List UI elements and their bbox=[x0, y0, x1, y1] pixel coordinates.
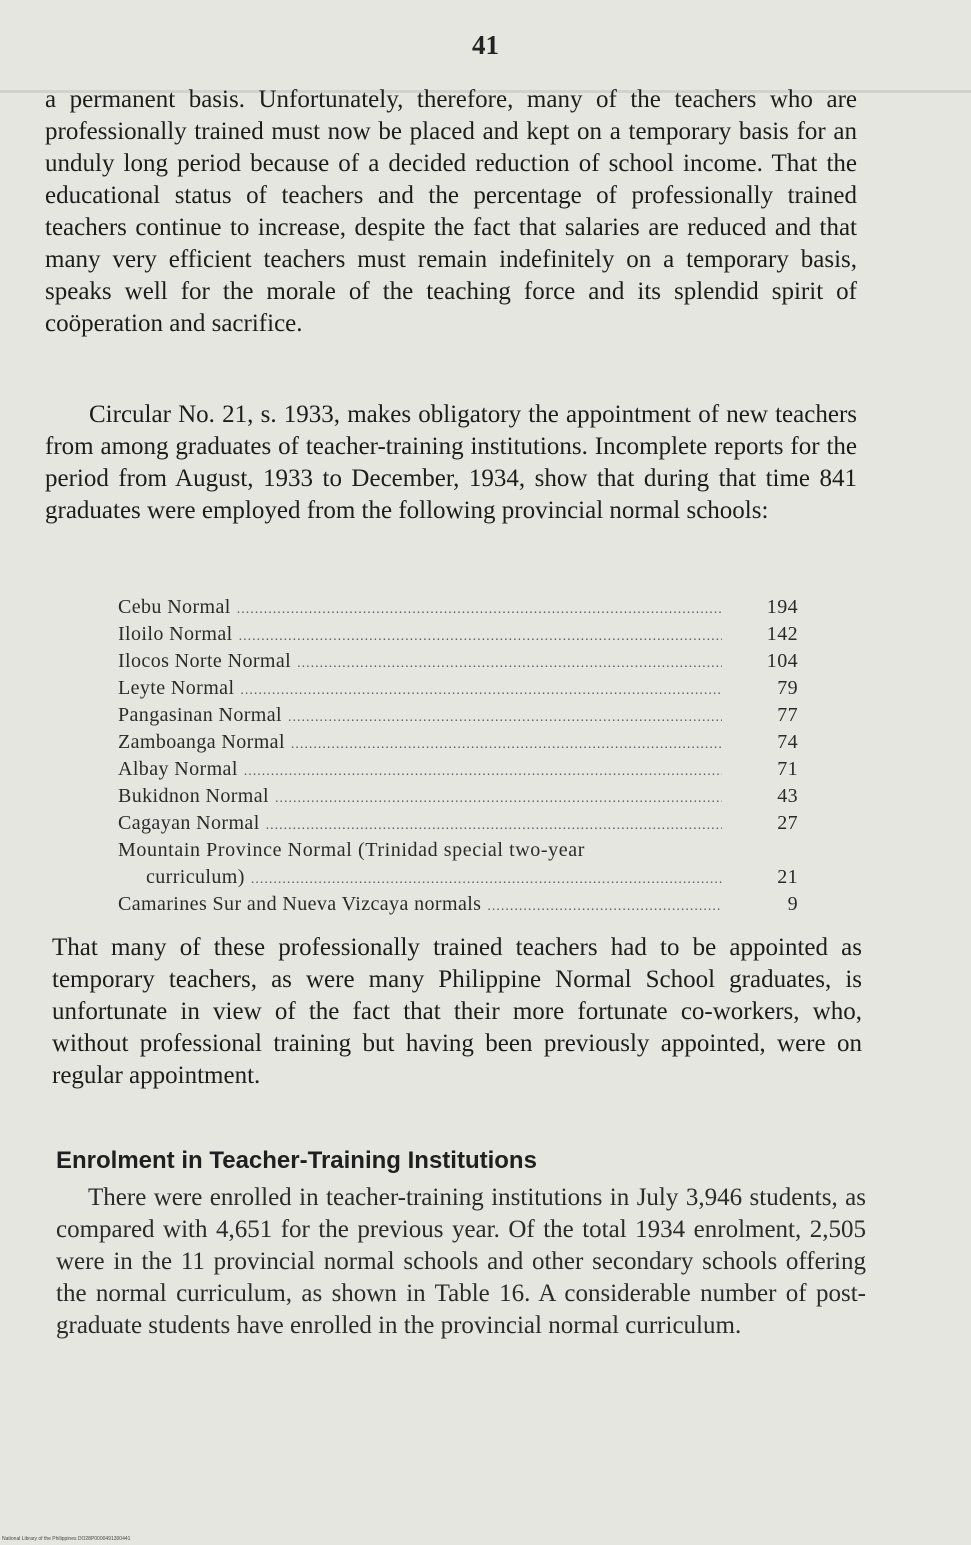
section-heading: Enrolment in Teacher-Training Institutions bbox=[56, 1147, 537, 1174]
school-name: Cebu Normal bbox=[118, 596, 231, 618]
list-item bbox=[118, 623, 798, 650]
school-name: Mountain Province Normal (Trinidad special two-year bbox=[118, 839, 585, 861]
graduate-count: 74 bbox=[777, 731, 798, 753]
graduate-count: 194 bbox=[766, 596, 798, 618]
paragraph-enrolment: There were enrolled in teacher-training institutions in July 3,946 students, as compared with 4,651 for the previous year. Of the total 1934 enrolment, 2,505 were in the 11 provincial normal schools and other secondary schools offering the normal curriculum, as shown in Table 16. A considerable number of post-graduate students have enrolled in the provincial normal curriculum. bbox=[56, 1184, 866, 1339]
school-name: Camarines Sur and Nueva Vizcaya normals bbox=[118, 893, 482, 915]
dot-leader bbox=[266, 818, 722, 834]
graduate-count: 27 bbox=[777, 812, 798, 834]
list-item-continuation bbox=[118, 866, 798, 893]
list-item bbox=[118, 812, 798, 839]
list-item bbox=[118, 650, 798, 677]
list-item bbox=[118, 839, 798, 866]
dot-leader bbox=[240, 683, 722, 699]
list-item bbox=[118, 704, 798, 731]
list-item bbox=[118, 731, 798, 758]
graduate-count: 21 bbox=[777, 866, 798, 888]
paragraph-circular-21: Circular No. 21, s. 1933, makes obligatory the appointment of new teachers from among graduates of teacher-training institutions. Incomplete reports for the period from August, 1933 to December, 1934, show that during that time 841 graduates were employed from the following provincial normal schools: bbox=[45, 401, 857, 524]
school-name: Cagayan Normal bbox=[118, 812, 260, 834]
dot-leader bbox=[487, 899, 722, 915]
school-name: Ilocos Norte Normal bbox=[118, 650, 292, 672]
dot-leader bbox=[275, 791, 722, 807]
graduate-count: 71 bbox=[777, 758, 798, 780]
school-name: Albay Normal bbox=[118, 758, 238, 780]
school-name: Leyte Normal bbox=[118, 677, 235, 699]
page-number: 41 bbox=[472, 30, 499, 60]
dot-leader bbox=[239, 629, 722, 645]
dot-leader bbox=[297, 656, 722, 672]
dot-leader bbox=[288, 710, 722, 726]
dot-leader bbox=[291, 737, 722, 753]
graduate-count: 79 bbox=[777, 677, 798, 699]
list-item bbox=[118, 758, 798, 785]
school-name-continuation: curriculum) bbox=[146, 866, 245, 888]
school-name: Zamboanga Normal bbox=[118, 731, 285, 753]
graduate-count: 142 bbox=[766, 623, 798, 645]
school-name: Pangasinan Normal bbox=[118, 704, 282, 726]
graduate-count: 104 bbox=[766, 650, 798, 672]
list-item bbox=[118, 785, 798, 812]
list-item bbox=[118, 677, 798, 704]
list-item bbox=[118, 893, 798, 920]
graduate-count: 9 bbox=[787, 893, 798, 915]
school-name: Bukidnon Normal bbox=[118, 785, 269, 807]
normal-school-list bbox=[118, 596, 798, 920]
school-name: Iloilo Normal bbox=[118, 623, 233, 645]
graduate-count: 77 bbox=[777, 704, 798, 726]
dot-leader bbox=[244, 764, 722, 780]
dot-leader bbox=[237, 602, 722, 618]
paragraph-teacher-status: a permanent basis. Unfortunately, therefore, many of the teachers who are professionally trained must now be placed and kept on a temporary basis for an unduly long period because of a decided reduction of school income. That the educational status of teachers and the percentage of professionally trained teachers continue to increase, despite the fact that salaries are reduced and that many very efficient teachers must remain indefinitely on a temporary basis, speaks well for the morale of the teaching force and its splendid spirit of coöperation and sacrifice. bbox=[45, 86, 857, 337]
list-item bbox=[118, 596, 798, 623]
dot-leader bbox=[251, 872, 722, 888]
graduate-count: 43 bbox=[777, 785, 798, 807]
paragraph-temporary-appointment: That many of these professionally trained teachers had to be appointed as temporary teachers, as were many Philippine Normal School graduates, is unfortunate in view of the fact that their more fortunate co-workers, who, without professional training but having been previously appointed, were on regular appointment. bbox=[52, 934, 862, 1089]
library-footer: National Library of the Philippines DO28P0000491300441 bbox=[2, 1536, 131, 1542]
